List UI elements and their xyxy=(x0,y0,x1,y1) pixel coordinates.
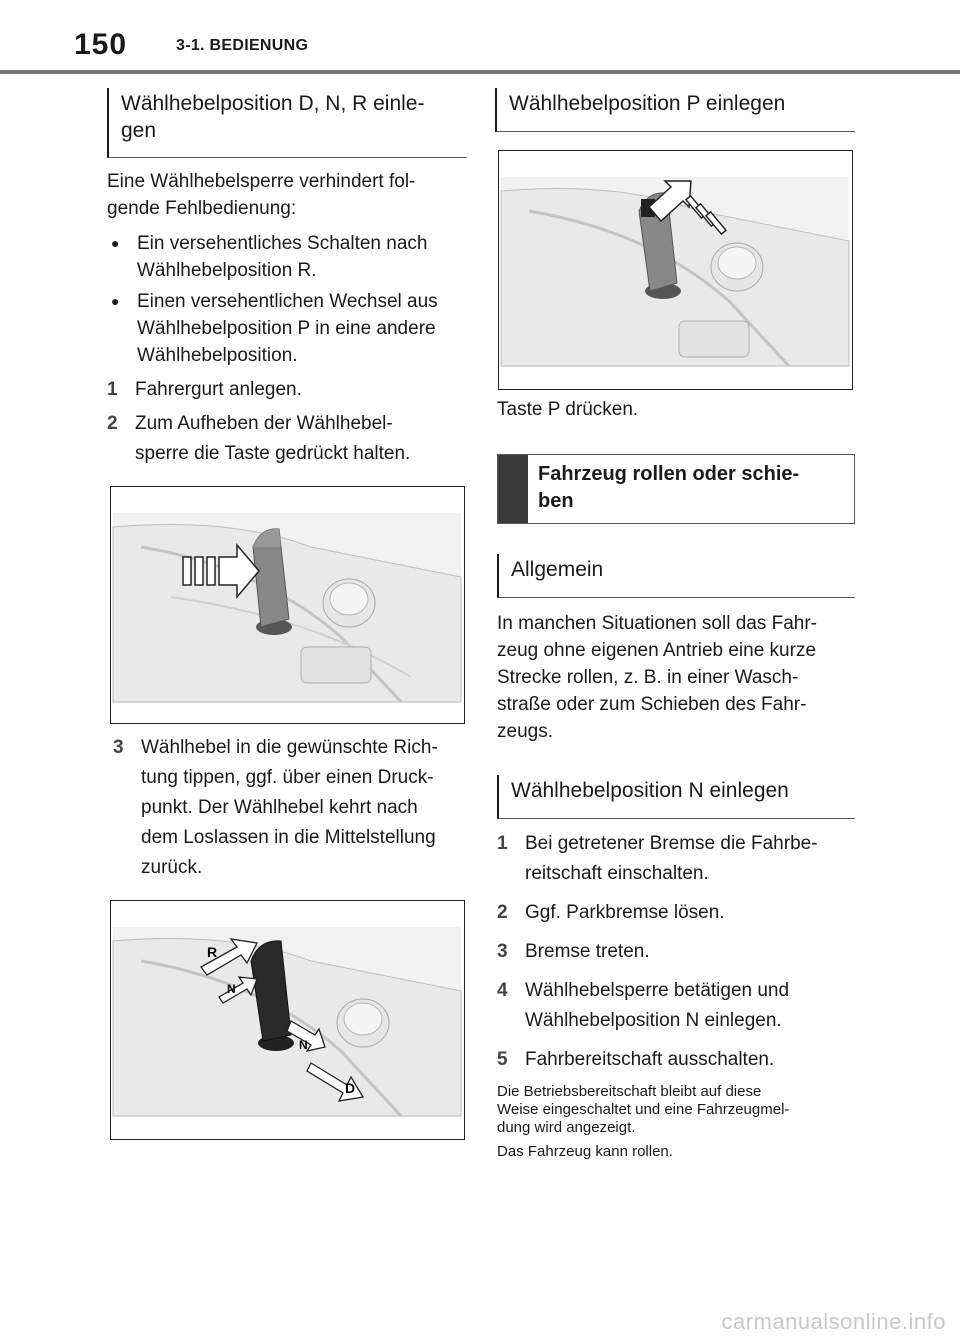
heading-p: Wählhebelposition P einlegen xyxy=(495,88,855,132)
step-item: 3 Bremse treten. xyxy=(497,941,650,962)
console-illustration-3 xyxy=(499,151,851,388)
console-illustration-2 xyxy=(111,901,463,1138)
right-column xyxy=(497,396,857,1161)
header-rule xyxy=(0,70,960,74)
heading-dnr: Wählhebelposition D, N, R einle- gen xyxy=(107,88,467,158)
page-number: 150 xyxy=(74,28,128,61)
heading-tab xyxy=(498,455,528,523)
figure-unlock-button xyxy=(110,486,465,724)
list-item: ● Einen versehentlichen Wechsel aus Wählhebelposition P in eine andere Wählhebelposition. xyxy=(107,288,467,369)
mark-n-top: N xyxy=(227,982,236,996)
right-column-top xyxy=(495,88,855,132)
bullet-list xyxy=(107,230,467,369)
general-text: In manchen Situationen soll das Fahr- zeug ohne eigenen Antrieb eine kurze Strecke rollen, z. B. in einer Wasch- straße oder zum Schieben des Fahr- zeugs. xyxy=(497,613,818,742)
heading-n: Wählhebelposition N einlegen xyxy=(497,775,855,819)
step-item: 4 Wählhebelsperre betätigen und Wählhebelposition N einlegen. xyxy=(497,980,790,1031)
list-item: ● Ein versehentliches Schalten nach Wählhebelposition R. xyxy=(107,230,467,284)
step-item: 2 Ggf. Parkbremse lösen. xyxy=(497,902,725,923)
steps-b xyxy=(113,733,473,883)
note-text: Die Betriebsbereitschaft bleibt auf diese Weise eingeschaltet und eine Fahrzeugmel- dung wird angezeigt. xyxy=(497,1083,790,1136)
figure-direction xyxy=(110,900,465,1140)
note-text-2: Das Fahrzeug kann rollen. xyxy=(497,1143,673,1160)
bullet-icon: ● xyxy=(111,293,120,309)
step-item: 3 Wählhebel in die gewünschte Rich- tung tippen, ggf. über einen Druck- punkt. Der Wählhebel kehrt nach dem Loslassen in die Mittelstellung zurück. xyxy=(113,737,438,878)
left-column xyxy=(107,88,467,469)
step-item: 2 Zum Aufheben der Wählhebel- sperre die Taste gedrückt halten. xyxy=(107,413,411,464)
figure-p-button xyxy=(498,150,853,390)
page-header xyxy=(0,0,960,76)
section-title: 3-1. BEDIENUNG xyxy=(176,37,309,54)
step-item: 5 Fahrbereitschaft ausschalten. xyxy=(497,1049,775,1070)
bullet-icon: ● xyxy=(111,235,120,251)
heading-general: Allgemein xyxy=(497,554,855,598)
steps-a xyxy=(107,375,467,469)
step-item: 1 Fahrergurt anlegen. xyxy=(107,379,302,400)
figure-caption: Taste P drücken. xyxy=(497,399,639,420)
mark-n-bottom: N xyxy=(299,1038,308,1052)
step-item: 1 Bei getretener Bremse die Fahrbe- reitschaft einschalten. xyxy=(497,833,818,884)
mark-d: D xyxy=(345,1080,356,1096)
mark-r: R xyxy=(207,944,218,960)
watermark: carmanualsonline.info xyxy=(721,1309,946,1334)
heading-rolling: Fahrzeug rollen oder schie- ben xyxy=(497,454,855,524)
console-illustration-1 xyxy=(111,487,463,722)
intro-text: Eine Wählhebelsperre verhindert fol- gende Fehlbedienung: xyxy=(107,171,416,219)
steps-n xyxy=(497,829,857,1075)
